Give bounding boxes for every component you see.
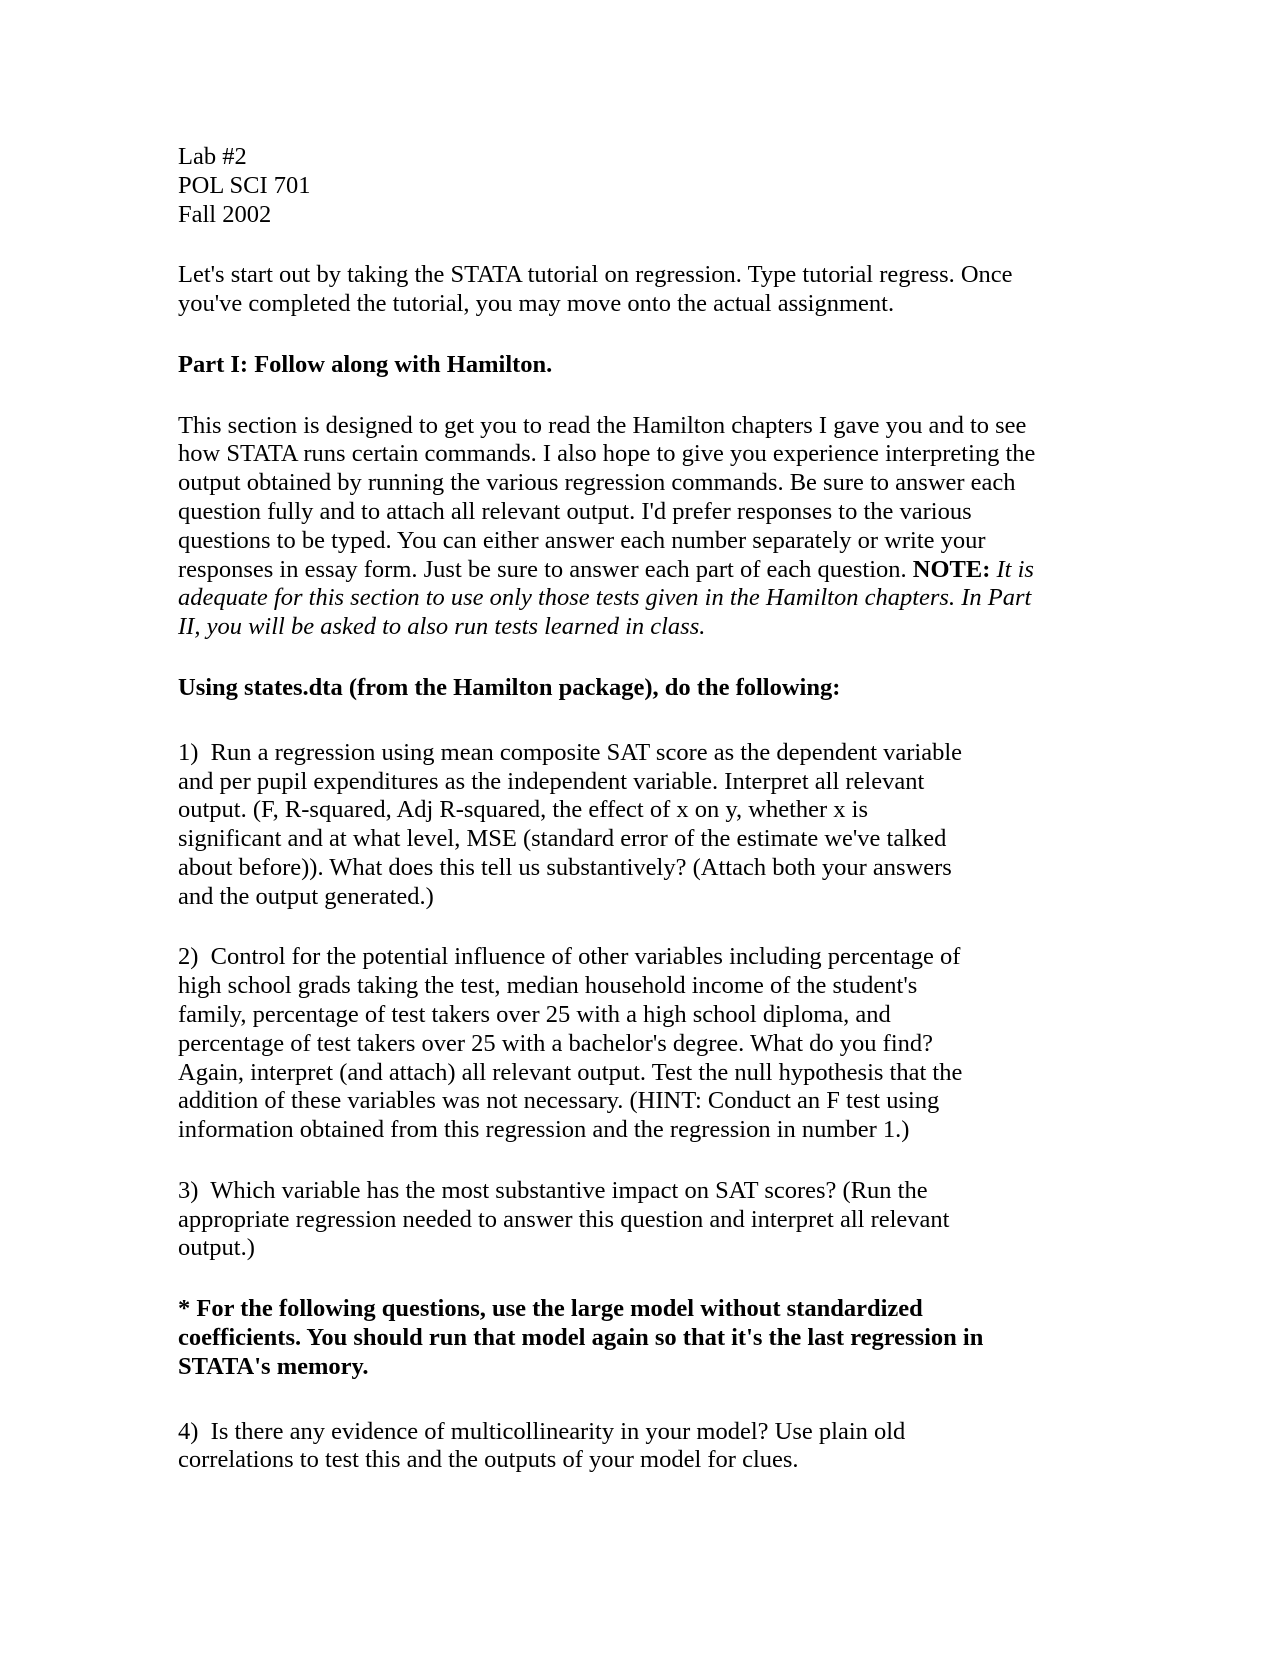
spacer-before-using-states [178, 642, 1040, 674]
spacer-after-part-one-heading [178, 380, 1040, 412]
spacer-before-question-3 [178, 1145, 1040, 1177]
question-item-4 [178, 1418, 970, 1476]
question-number-3: 3) [178, 1176, 199, 1204]
spacer-after-header [178, 229, 1040, 261]
spacer-before-part-one [178, 319, 1040, 351]
question-text-4: Is there any evidence of multicollinearity in your model? Use plain old correlations to test this and the outputs of your model for clues. [178, 1417, 906, 1474]
part-one-body-text: This section is designed to get you to read the Hamilton chapters I gave you and to see how STATA runs certain commands. I also hope to give you experience interpreting the output obtained by running the various regression commands. Be sure to answer each question fully and to attach all relevant output. I'd prefer responses to the various questions to be typed. You can either answer each number separately or write your responses in essay form. Just be sure to answer each part of each question. [178, 411, 1036, 583]
header-line-term: Fall 2002 [178, 200, 272, 228]
document-content [178, 143, 1040, 1475]
header-line-lab: Lab #2 [178, 143, 247, 170]
question-item-3 [178, 1177, 970, 1263]
spacer-before-question-2 [178, 911, 1040, 943]
question-text-2: Control for the potential influence of other variables including percentage of high school grads taking the test, median household income of the student's family, percentage of test takers over 25 with a high school diploma, and percentage of test takers over 25 with a bachelor's degree. What do you find? Again, interpret (and attach) all relevant output. Test the null hypothesis that the addition of these variables was not necessary. (HINT: Conduct an F test using information obtained from this regression and the regression in number 1.) [178, 943, 963, 1144]
header-line-course: POL SCI 701 [178, 171, 311, 199]
question-item-1 [178, 739, 970, 912]
question-number-1: 1) [178, 738, 199, 766]
question-number-4: 4) [178, 1417, 199, 1445]
question-item-2 [178, 943, 970, 1144]
question-text-1: Run a regression using mean composite SAT score as the dependent variable and per pupil expenditures as the independent variable. Interpret all relevant output. (F, R-squared, Adj R-squared, the effect of x on y, whether x is significant and at what level, MSE (standard error of the estimate we've talked about before)). What does this tell us substantively? (Attach both your answers and the output generated.) [178, 738, 963, 910]
using-states-heading: Using states.dta (from the Hamilton package), do the following: [178, 673, 841, 701]
part-one-heading: Part I: Follow along with Hamilton. [178, 350, 553, 378]
document-header [178, 143, 1040, 229]
spacer-before-asterisk-note [178, 1263, 1040, 1295]
asterisk-note: * For the following questions, use the large model without standardized coefficients. You should run that model again so that it's the last regression in STATA's memory. [178, 1295, 984, 1380]
note-label: NOTE: [912, 555, 991, 583]
spacer-before-question-1 [178, 703, 1040, 739]
question-text-3: Which variable has the most substantive impact on SAT scores? (Run the appropriate regression needed to answer this question and interpret all relevant output.) [178, 1176, 950, 1262]
part-one-body [178, 412, 1040, 642]
intro-paragraph: Let's start out by taking the STATA tutorial on regression. Type tutorial regress. Once you've completed the tutorial, you may move onto the actual assignment. [178, 261, 1013, 318]
spacer-before-question-4 [178, 1382, 1040, 1418]
note-italic-text: It is adequate for this section to use only those tests given in the Hamilton chapters. In Part II, you will be asked to also run tests learned in class. [178, 555, 1034, 641]
question-number-2: 2) [178, 943, 199, 971]
